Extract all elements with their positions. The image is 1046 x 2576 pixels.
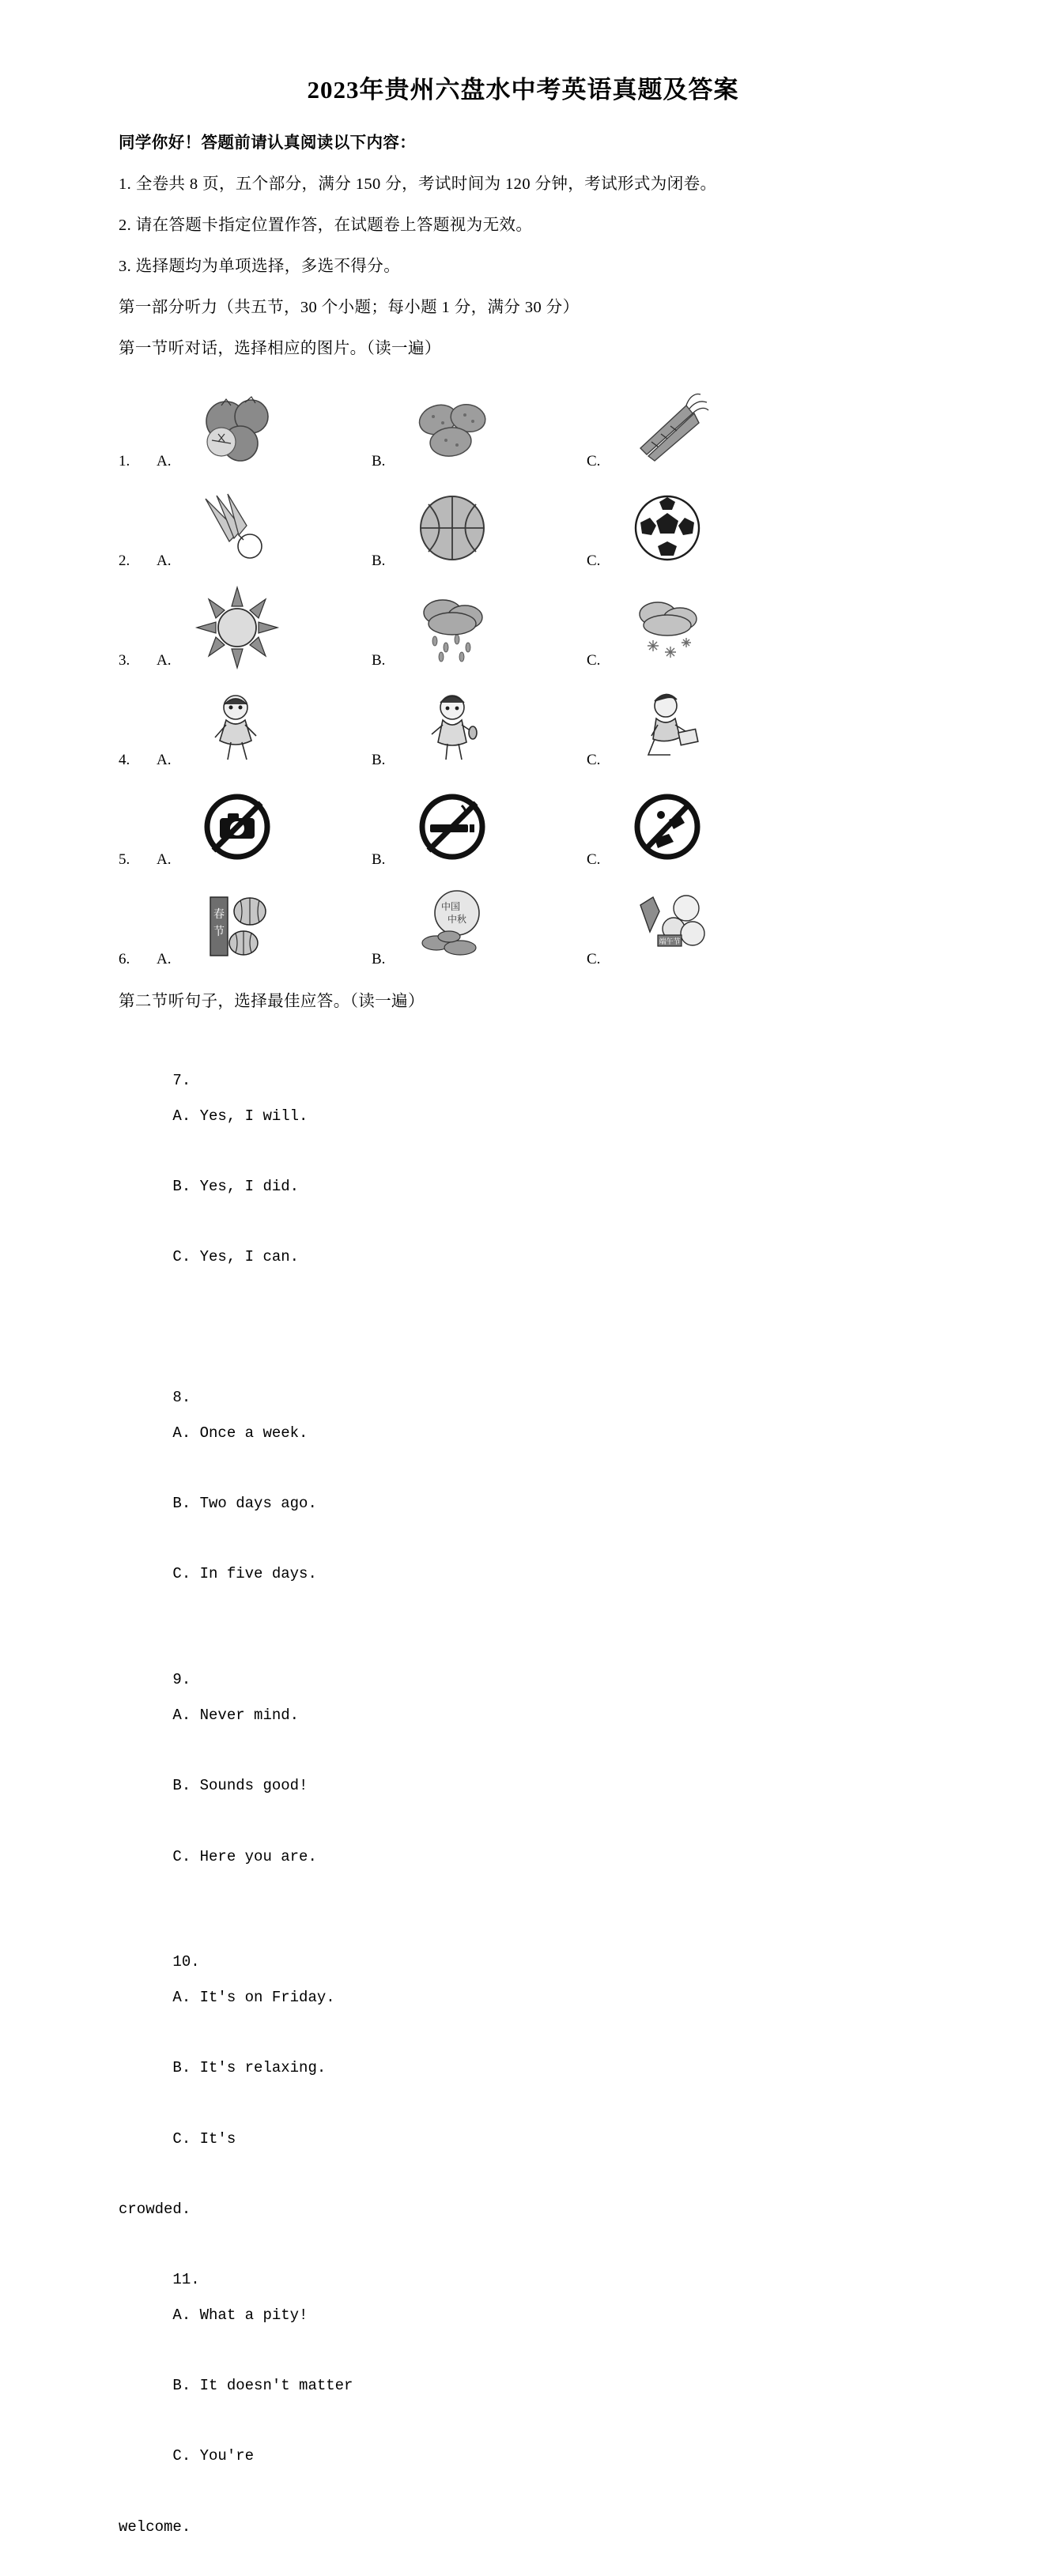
dragon-boat-festival-icon <box>615 880 719 973</box>
question-10[interactable] <box>119 1910 927 2192</box>
part-one-heading: 第一部分听力（共五节，30 个小题；每小题 1 分，满分 30 分） <box>119 298 580 316</box>
question-number: 2. <box>119 552 130 569</box>
option-letter: A. <box>157 452 172 470</box>
picture-question-row <box>119 873 927 973</box>
question-9[interactable] <box>119 1627 927 1910</box>
option-letter: B. <box>372 751 386 768</box>
option-c[interactable]: C. It's <box>172 2129 236 2148</box>
instruction-3: 3. 选择题均为单项选择，多选不得分。 <box>119 257 401 275</box>
option-letter: C. <box>587 552 601 569</box>
option-c[interactable]: C. Here you are. <box>172 1847 317 1865</box>
picture-question-list <box>119 375 927 973</box>
svg-text:春: 春 <box>213 907 225 921</box>
option-letter: C. <box>587 950 601 967</box>
option-letter: B. <box>372 950 386 967</box>
option-a[interactable]: A. Once a week. <box>172 1424 308 1442</box>
svg-text:中国: 中国 <box>440 900 461 912</box>
option-letter: A. <box>157 651 172 669</box>
option-letter: C. <box>587 751 601 768</box>
question-number: 8. <box>172 1389 191 1407</box>
option-a[interactable]: A. Never mind. <box>172 1706 300 1724</box>
question-11[interactable] <box>119 2227 927 2510</box>
response-question-list <box>119 1028 927 2544</box>
option-c[interactable] <box>587 780 802 873</box>
option-letter: A. <box>157 751 172 768</box>
option-b[interactable]: B. Yes, I did. <box>172 1178 300 1196</box>
option-letter: A. <box>157 950 172 967</box>
option-letter: A. <box>157 552 172 569</box>
option-a[interactable] <box>157 681 372 774</box>
option-a[interactable] <box>157 880 372 973</box>
snow-cloud-icon <box>615 581 719 674</box>
question-number: 6. <box>119 950 130 967</box>
option-letter: B. <box>372 452 386 470</box>
question-10-wrap: crowded. <box>119 2200 191 2218</box>
option-b[interactable]: B. Two days ago. <box>172 1495 317 1513</box>
option-b[interactable]: B. It doesn't matter <box>172 2377 353 2395</box>
option-c[interactable] <box>587 880 802 973</box>
option-b[interactable] <box>372 681 587 774</box>
question-8[interactable] <box>119 1345 927 1627</box>
option-b[interactable] <box>372 481 587 575</box>
intro-heading: 同学你好！答题前请认真阅读以下内容： <box>119 134 417 152</box>
sun-icon <box>185 581 289 674</box>
picture-question-row <box>119 575 927 674</box>
question-number: 10. <box>172 1953 200 1971</box>
section-one-heading: 第一节听对话，选择相应的图片。（读一遍） <box>119 339 441 357</box>
instruction-1: 1. 全卷共 8 页，五个部分，满分 150 分，考试时间为 120 分钟，考试形式为闭卷。 <box>119 175 717 193</box>
girl-singing-icon <box>400 681 504 774</box>
option-a[interactable] <box>157 382 372 475</box>
option-a[interactable]: A. It's on Friday. <box>172 1989 335 2007</box>
option-letter: C. <box>587 452 601 470</box>
option-c[interactable]: C. In five days. <box>172 1565 317 1583</box>
potatoes-icon <box>400 382 504 475</box>
option-c[interactable] <box>587 581 802 674</box>
svg-text:中秋: 中秋 <box>447 913 467 925</box>
shuttlecock-icon <box>185 481 289 575</box>
instruction-2: 2. 请在答题卡指定位置作答，在试题卷上答题视为无效。 <box>119 216 533 234</box>
rain-cloud-icon <box>400 581 504 674</box>
question-number: 9. <box>172 1671 191 1689</box>
basketball-icon <box>400 481 504 575</box>
question-7[interactable] <box>119 1028 927 1310</box>
girl-reading-icon <box>615 681 719 774</box>
option-b[interactable] <box>372 581 587 674</box>
option-letter: A. <box>157 850 172 868</box>
spring-festival-lanterns-icon <box>185 880 289 973</box>
option-c[interactable] <box>587 681 802 774</box>
option-a[interactable] <box>157 780 372 873</box>
option-letter: B. <box>372 552 386 569</box>
soccer-ball-icon <box>615 481 719 575</box>
option-b[interactable] <box>372 880 587 973</box>
no-photos-sign-icon <box>185 780 289 873</box>
question-number: 11. <box>172 2271 200 2289</box>
option-b[interactable]: B. It's relaxing. <box>172 2059 327 2077</box>
option-letter: B. <box>372 850 386 868</box>
option-c[interactable]: C. You're <box>172 2447 255 2465</box>
option-b[interactable]: B. Sounds good! <box>172 1777 308 1795</box>
carrots-icon <box>615 382 719 475</box>
question-11-wrap: welcome. <box>119 2518 191 2536</box>
question-number: 5. <box>119 850 130 868</box>
option-letter: C. <box>587 850 601 868</box>
option-a[interactable] <box>157 581 372 674</box>
option-a[interactable] <box>157 481 372 575</box>
question-number: 4. <box>119 751 130 768</box>
picture-question-row <box>119 475 927 575</box>
svg-text:端午节: 端午节 <box>659 937 681 946</box>
option-c[interactable] <box>587 481 802 575</box>
no-smoking-sign-icon <box>400 780 504 873</box>
option-b[interactable] <box>372 382 587 475</box>
option-a[interactable]: A. Yes, I will. <box>172 1107 308 1125</box>
tomatoes-icon <box>185 382 289 475</box>
mid-autumn-mooncake-icon <box>400 880 504 973</box>
question-number: 7. <box>172 1072 191 1090</box>
section-two-heading: 第二节听句子，选择最佳应答。（读一遍） <box>119 992 425 1010</box>
option-letter: C. <box>587 651 601 669</box>
picture-question-row <box>119 674 927 774</box>
page-title: 2023年贵州六盘水中考英语真题及答案 <box>307 76 739 104</box>
no-littering-sign-icon <box>615 780 719 873</box>
option-a[interactable]: A. What a pity! <box>172 2306 308 2324</box>
option-letter: B. <box>372 651 386 669</box>
girl-dancing-icon <box>185 681 289 774</box>
option-c[interactable]: C. Yes, I can. <box>172 1248 300 1266</box>
option-c[interactable] <box>587 382 802 475</box>
picture-question-row <box>119 375 927 475</box>
picture-question-row <box>119 774 927 873</box>
question-number: 1. <box>119 452 130 470</box>
question-number: 3. <box>119 651 130 669</box>
svg-text:节: 节 <box>213 925 225 938</box>
option-b[interactable] <box>372 780 587 873</box>
